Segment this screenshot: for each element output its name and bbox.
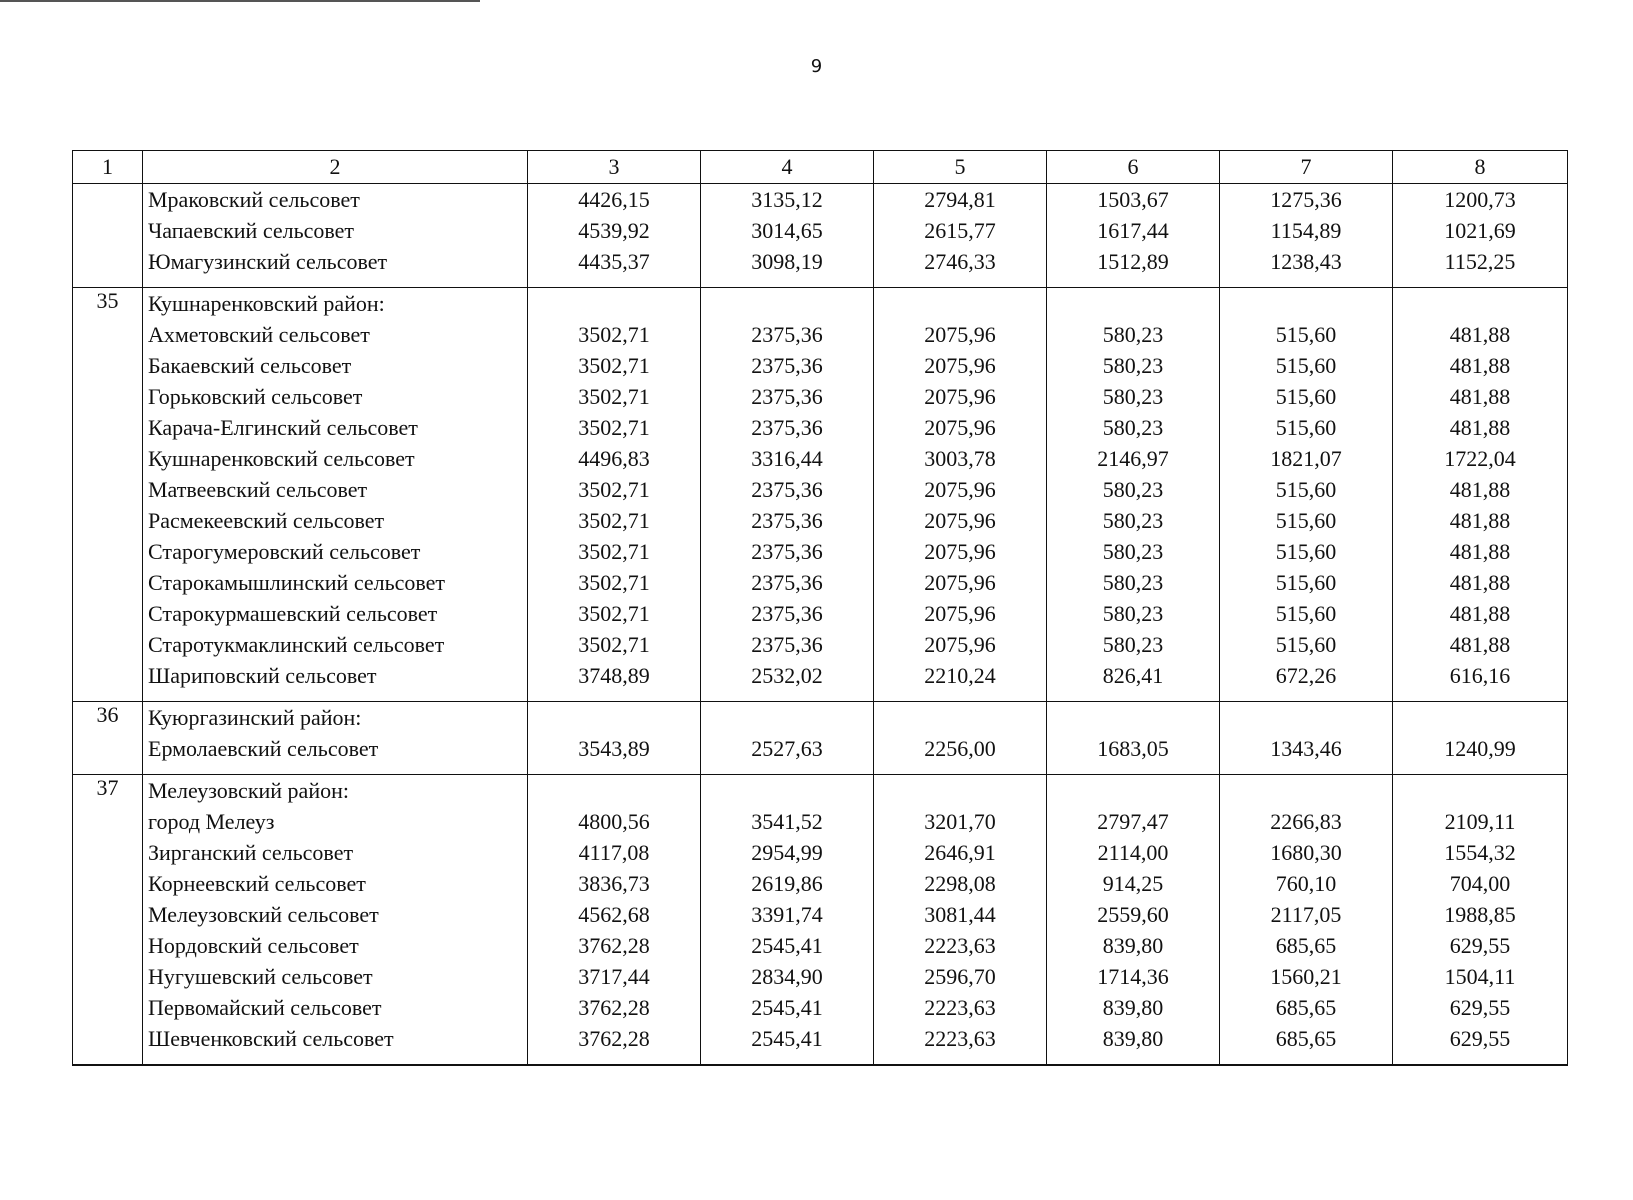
value: 2527,63 bbox=[751, 736, 823, 761]
settlement-name: Шариповский сельсовет bbox=[148, 663, 377, 688]
value: 1240,99 bbox=[1444, 736, 1516, 761]
value: 2075,96 bbox=[924, 508, 996, 533]
settlement-name: Кушнаренковский сельсовет bbox=[148, 446, 415, 471]
value-cell bbox=[874, 288, 1047, 702]
settlement-name: Карача-Елгинский сельсовет bbox=[148, 415, 418, 440]
settlement-name: Зирганский сельсовет bbox=[148, 840, 354, 865]
value: 2075,96 bbox=[924, 384, 996, 409]
settlement-name: Первомайский сельсовет bbox=[148, 995, 382, 1020]
value: 2559,60 bbox=[1097, 902, 1169, 927]
column-header: 5 bbox=[874, 151, 1047, 184]
column-header: 3 bbox=[528, 151, 701, 184]
value: 3502,71 bbox=[578, 322, 650, 347]
value: 481,88 bbox=[1449, 477, 1511, 502]
value: 2375,36 bbox=[751, 477, 823, 502]
value-cell bbox=[1220, 288, 1393, 702]
data-table bbox=[72, 150, 1568, 1066]
value: 2075,96 bbox=[924, 415, 996, 440]
value: 839,80 bbox=[1102, 995, 1164, 1020]
value-cell bbox=[528, 775, 701, 1066]
value: 2619,86 bbox=[751, 871, 823, 896]
settlement-name: Нугушевский сельсовет bbox=[148, 964, 373, 989]
value: 4539,92 bbox=[578, 218, 650, 243]
value-cell bbox=[1047, 775, 1220, 1066]
value: 481,88 bbox=[1449, 384, 1511, 409]
value: 629,55 bbox=[1449, 933, 1511, 958]
value: 2375,36 bbox=[751, 415, 823, 440]
value: 2298,08 bbox=[924, 871, 996, 896]
value-cell bbox=[528, 702, 701, 775]
value: 1200,73 bbox=[1444, 187, 1516, 212]
value: 2114,00 bbox=[1097, 840, 1169, 865]
settlement-name: Матвеевский сельсовет bbox=[148, 477, 368, 502]
settlement-name: город Мелеуз bbox=[148, 809, 275, 834]
value: 2109,11 bbox=[1444, 809, 1516, 834]
value: 839,80 bbox=[1102, 933, 1164, 958]
value: 3316,44 bbox=[751, 446, 823, 471]
value: 704,00 bbox=[1449, 871, 1511, 896]
value: 1021,69 bbox=[1444, 218, 1516, 243]
page-number: 9 bbox=[810, 56, 823, 77]
value: 2532,02 bbox=[751, 663, 823, 688]
value-cell bbox=[701, 288, 874, 702]
settlement-name: Горьковский сельсовет bbox=[148, 384, 363, 409]
value: 1680,30 bbox=[1270, 840, 1342, 865]
value: 481,88 bbox=[1449, 601, 1511, 626]
group-number: 35 bbox=[73, 288, 143, 702]
settlement-name: Мелеузовский сельсовет bbox=[148, 902, 379, 927]
settlement-name: Юмагузинский сельсовет bbox=[148, 249, 388, 274]
value-cell bbox=[1220, 775, 1393, 1066]
value: 515,60 bbox=[1275, 322, 1337, 347]
value: 3502,71 bbox=[578, 601, 650, 626]
column-header: 1 bbox=[73, 151, 143, 184]
value: 3081,44 bbox=[924, 902, 996, 927]
value-cell bbox=[528, 184, 701, 288]
value-cell bbox=[874, 775, 1047, 1066]
value: 4426,15 bbox=[578, 187, 650, 212]
value: 760,10 bbox=[1275, 871, 1337, 896]
value: 3762,28 bbox=[578, 995, 650, 1020]
value: 3762,28 bbox=[578, 933, 650, 958]
value-cell bbox=[701, 184, 874, 288]
district-title: Куюргазинский район: bbox=[148, 705, 362, 730]
district-title: Кушнаренковский район: bbox=[148, 291, 385, 316]
value: 481,88 bbox=[1449, 632, 1511, 657]
value-cell bbox=[1393, 702, 1568, 775]
value: 3541,52 bbox=[751, 809, 823, 834]
value: 629,55 bbox=[1449, 995, 1511, 1020]
settlement-name: Старогумеровский сельсовет bbox=[148, 539, 421, 564]
settlement-name: Ермолаевский сельсовет bbox=[148, 736, 379, 761]
value: 3502,71 bbox=[578, 384, 650, 409]
value: 2375,36 bbox=[751, 384, 823, 409]
value: 1512,89 bbox=[1097, 249, 1169, 274]
value: 2375,36 bbox=[751, 601, 823, 626]
value: 2596,70 bbox=[924, 964, 996, 989]
settlement-name: Старотукмаклинский сельсовет bbox=[148, 632, 445, 657]
value-cell bbox=[874, 702, 1047, 775]
value: 685,65 bbox=[1275, 1026, 1337, 1051]
value: 2075,96 bbox=[924, 353, 996, 378]
name-cell bbox=[143, 184, 528, 288]
value: 580,23 bbox=[1102, 539, 1164, 564]
value: 2545,41 bbox=[751, 1026, 823, 1051]
value: 3135,12 bbox=[751, 187, 823, 212]
group-number: 36 bbox=[73, 702, 143, 775]
value: 629,55 bbox=[1449, 1026, 1511, 1051]
value: 3502,71 bbox=[578, 539, 650, 564]
value: 3836,73 bbox=[578, 871, 650, 896]
value: 2545,41 bbox=[751, 933, 823, 958]
value: 2375,36 bbox=[751, 508, 823, 533]
value: 2117,05 bbox=[1270, 902, 1342, 927]
settlement-name: Нордовский сельсовет bbox=[148, 933, 359, 958]
value: 2375,36 bbox=[751, 353, 823, 378]
value: 616,16 bbox=[1449, 663, 1511, 688]
value: 2375,36 bbox=[751, 322, 823, 347]
value: 580,23 bbox=[1102, 384, 1164, 409]
table-group-row bbox=[73, 288, 1568, 702]
column-header: 4 bbox=[701, 151, 874, 184]
value: 914,25 bbox=[1102, 871, 1164, 896]
value: 515,60 bbox=[1275, 601, 1337, 626]
value: 1617,44 bbox=[1097, 218, 1169, 243]
value: 2075,96 bbox=[924, 477, 996, 502]
value-cell bbox=[1047, 184, 1220, 288]
value: 515,60 bbox=[1275, 539, 1337, 564]
settlement-name: Корнеевский сельсовет bbox=[148, 871, 366, 896]
value-cell bbox=[1220, 702, 1393, 775]
value-cell bbox=[1393, 288, 1568, 702]
value: 580,23 bbox=[1102, 322, 1164, 347]
value: 2266,83 bbox=[1270, 809, 1342, 834]
value: 2615,77 bbox=[924, 218, 996, 243]
settlement-name: Старокурмашевский сельсовет bbox=[148, 601, 438, 626]
value-cell bbox=[1220, 184, 1393, 288]
value: 1714,36 bbox=[1097, 964, 1169, 989]
value: 3003,78 bbox=[924, 446, 996, 471]
value: 481,88 bbox=[1449, 415, 1511, 440]
value: 515,60 bbox=[1275, 508, 1337, 533]
value: 2075,96 bbox=[924, 601, 996, 626]
value: 3502,71 bbox=[578, 415, 650, 440]
value: 839,80 bbox=[1102, 1026, 1164, 1051]
value: 2075,96 bbox=[924, 322, 996, 347]
value: 3391,74 bbox=[751, 902, 823, 927]
value: 580,23 bbox=[1102, 415, 1164, 440]
value: 3098,19 bbox=[751, 249, 823, 274]
value: 1504,11 bbox=[1444, 964, 1516, 989]
value: 580,23 bbox=[1102, 632, 1164, 657]
value: 515,60 bbox=[1275, 570, 1337, 595]
value-cell bbox=[1047, 702, 1220, 775]
value: 685,65 bbox=[1275, 995, 1337, 1020]
value: 2210,24 bbox=[924, 663, 996, 688]
group-number bbox=[73, 184, 143, 288]
value: 580,23 bbox=[1102, 477, 1164, 502]
value: 2746,33 bbox=[924, 249, 996, 274]
value-cell bbox=[874, 184, 1047, 288]
value: 2797,47 bbox=[1097, 809, 1169, 834]
value: 580,23 bbox=[1102, 353, 1164, 378]
value: 3201,70 bbox=[924, 809, 996, 834]
name-cell bbox=[143, 702, 528, 775]
value: 481,88 bbox=[1449, 322, 1511, 347]
value: 515,60 bbox=[1275, 415, 1337, 440]
value: 481,88 bbox=[1449, 539, 1511, 564]
value-cell bbox=[1047, 288, 1220, 702]
value-cell bbox=[701, 702, 874, 775]
header-row bbox=[73, 151, 1568, 184]
value-cell bbox=[1393, 775, 1568, 1066]
settlement-name: Ахметовский сельсовет bbox=[148, 322, 370, 347]
column-header: 2 bbox=[143, 151, 528, 184]
value: 2075,96 bbox=[924, 632, 996, 657]
value: 515,60 bbox=[1275, 632, 1337, 657]
column-header: 8 bbox=[1393, 151, 1568, 184]
value: 4496,83 bbox=[578, 446, 650, 471]
value: 3502,71 bbox=[578, 477, 650, 502]
top-rule bbox=[0, 0, 480, 2]
value: 3748,89 bbox=[578, 663, 650, 688]
value: 2954,99 bbox=[751, 840, 823, 865]
value: 3762,28 bbox=[578, 1026, 650, 1051]
value: 3543,89 bbox=[578, 736, 650, 761]
value: 3502,71 bbox=[578, 632, 650, 657]
value-cell bbox=[528, 288, 701, 702]
value: 2375,36 bbox=[751, 539, 823, 564]
name-cell bbox=[143, 775, 528, 1066]
table-group-row bbox=[73, 775, 1568, 1066]
settlement-name: Старокамышлинский сельсовет bbox=[148, 570, 446, 595]
name-cell bbox=[143, 288, 528, 702]
value: 580,23 bbox=[1102, 508, 1164, 533]
group-number: 37 bbox=[73, 775, 143, 1066]
value: 672,26 bbox=[1275, 663, 1337, 688]
value: 580,23 bbox=[1102, 570, 1164, 595]
value: 2075,96 bbox=[924, 539, 996, 564]
value: 685,65 bbox=[1275, 933, 1337, 958]
value: 481,88 bbox=[1449, 508, 1511, 533]
value: 2834,90 bbox=[751, 964, 823, 989]
value: 2256,00 bbox=[924, 736, 996, 761]
value: 1275,36 bbox=[1270, 187, 1342, 212]
value: 1554,32 bbox=[1444, 840, 1516, 865]
value: 1988,85 bbox=[1444, 902, 1516, 927]
value: 2375,36 bbox=[751, 632, 823, 657]
settlement-name: Мраковский сельсовет bbox=[148, 187, 360, 212]
value-cell bbox=[701, 775, 874, 1066]
column-header: 7 bbox=[1220, 151, 1393, 184]
value: 1343,46 bbox=[1270, 736, 1342, 761]
value: 515,60 bbox=[1275, 477, 1337, 502]
value: 515,60 bbox=[1275, 384, 1337, 409]
settlement-name: Чапаевский сельсовет bbox=[148, 218, 355, 243]
value: 2223,63 bbox=[924, 995, 996, 1020]
value: 2075,96 bbox=[924, 570, 996, 595]
value: 3502,71 bbox=[578, 353, 650, 378]
value: 1821,07 bbox=[1270, 446, 1342, 471]
value: 1560,21 bbox=[1270, 964, 1342, 989]
district-title: Мелеузовский район: bbox=[148, 778, 349, 803]
value: 2646,91 bbox=[924, 840, 996, 865]
value: 2223,63 bbox=[924, 1026, 996, 1051]
column-header: 6 bbox=[1047, 151, 1220, 184]
value: 1503,67 bbox=[1097, 187, 1169, 212]
value: 1154,89 bbox=[1270, 218, 1342, 243]
value: 4800,56 bbox=[578, 809, 650, 834]
settlement-name: Бакаевский сельсовет bbox=[148, 353, 352, 378]
value: 3717,44 bbox=[578, 964, 650, 989]
value: 4117,08 bbox=[578, 840, 650, 865]
value: 2375,36 bbox=[751, 570, 823, 595]
value: 481,88 bbox=[1449, 570, 1511, 595]
value: 3502,71 bbox=[578, 508, 650, 533]
table-group-row bbox=[73, 184, 1568, 288]
value: 1152,25 bbox=[1444, 249, 1516, 274]
value: 481,88 bbox=[1449, 353, 1511, 378]
value: 826,41 bbox=[1102, 663, 1164, 688]
settlement-name: Шевченковский сельсовет bbox=[148, 1026, 394, 1051]
value: 1722,04 bbox=[1444, 446, 1516, 471]
value: 3014,65 bbox=[751, 218, 823, 243]
value: 2794,81 bbox=[924, 187, 996, 212]
value: 515,60 bbox=[1275, 353, 1337, 378]
value: 1238,43 bbox=[1270, 249, 1342, 274]
value: 2545,41 bbox=[751, 995, 823, 1020]
settlement-name: Расмекеевский сельсовет bbox=[148, 508, 385, 533]
value: 2146,97 bbox=[1097, 446, 1169, 471]
value: 4435,37 bbox=[578, 249, 650, 274]
value: 1683,05 bbox=[1097, 736, 1169, 761]
value: 3502,71 bbox=[578, 570, 650, 595]
value-cell bbox=[1393, 184, 1568, 288]
value: 580,23 bbox=[1102, 601, 1164, 626]
table-group-row bbox=[73, 702, 1568, 775]
value: 2223,63 bbox=[924, 933, 996, 958]
value: 4562,68 bbox=[578, 902, 650, 927]
